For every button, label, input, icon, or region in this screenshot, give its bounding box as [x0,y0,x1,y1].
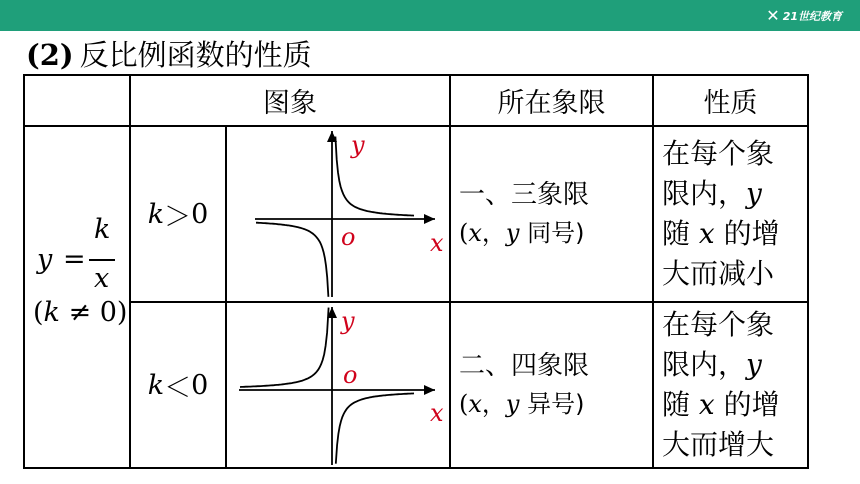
k-negative-condition [131,303,225,467]
graph-k-positive [227,127,449,301]
property-text: 的增 [714,217,780,250]
x-axis-label: x [430,399,444,427]
var-x: x [698,217,715,250]
header-quadrant: 所在象限 [497,88,606,119]
property-text: 随 [662,388,699,421]
x-axis-arrow [424,214,435,224]
property-line-2 [662,174,780,214]
k-val: 0 [191,369,209,401]
property-negative [654,303,807,467]
property-text: 限内， [662,348,747,381]
var-x: x [468,219,482,247]
formula-condition [33,297,127,328]
property-line-4: 大而减小 [662,257,775,290]
sign-relation [459,385,589,423]
brand-name: 21世纪教育 [782,9,842,23]
property-line-3 [662,214,780,254]
section-title: 反比例函数的性质 [79,38,312,72]
cond-open: ( [33,297,44,328]
quadrant-positive [451,127,652,301]
x-axis-label: x [430,229,444,257]
hyperbola-branch-2 [240,308,329,387]
hyperbola-branch-4 [336,393,414,463]
var-y: y [746,177,762,210]
quadrant-line: 二、四象限 [459,351,590,381]
property-text: 限内， [662,177,747,210]
comma: ， [481,390,506,418]
section-number: (2) [26,38,74,72]
graph-k-negative [227,303,449,467]
origin-label: o [343,361,358,389]
var-x: x [468,390,482,418]
header-property: 性质 [703,88,758,119]
top-bar [0,0,860,31]
k-op: ＜ [164,372,192,404]
comma: ， [481,219,506,247]
origin-label: o [341,223,356,251]
property-line-2 [662,345,780,385]
header-graph: 图象 [263,88,317,119]
property-line-1: 在每个象 [662,308,775,341]
brand-logo [766,6,842,26]
paren: ( [459,219,469,247]
property-text: 的增 [714,388,780,421]
k-op: ＞ [164,201,192,233]
sign-text: 同号) [519,219,585,247]
fraction-bar [89,259,115,261]
formula-y: y [37,244,53,275]
hyperbola-branch-1 [335,137,414,216]
property-line-3 [662,385,780,425]
formula-equals: = [63,244,86,275]
k-var: k [147,369,165,401]
function-formula [25,127,129,467]
property-line-1: 在每个象 [662,137,775,170]
runner-icon: ✕ [766,6,780,25]
sign-relation [459,214,589,252]
x-axis-arrow [424,385,435,395]
sign-text: 异号) [519,390,585,418]
k-positive-condition [131,127,225,301]
paren: ( [459,390,469,418]
k-val: 0 [191,198,209,230]
cond-k: k [43,297,60,328]
var-y: y [746,348,762,381]
y-axis-label: y [341,307,355,335]
property-line-4: 大而增大 [662,428,775,461]
formula-denominator: x [94,263,110,294]
quadrant-line: 一、三象限 [459,180,590,210]
property-positive [654,127,807,301]
property-text: 随 [662,217,699,250]
formula-numerator: k [94,214,111,245]
var-x: x [698,388,715,421]
properties-table [23,74,809,469]
quadrant-negative [451,303,652,467]
hyperbola-branch-2 [256,223,328,297]
var-y: y [505,390,520,418]
y-axis-label: y [351,131,365,159]
section-heading [26,38,312,72]
k-var: k [147,198,165,230]
cond-neq: ≠ 0) [59,297,128,328]
var-y: y [505,219,520,247]
